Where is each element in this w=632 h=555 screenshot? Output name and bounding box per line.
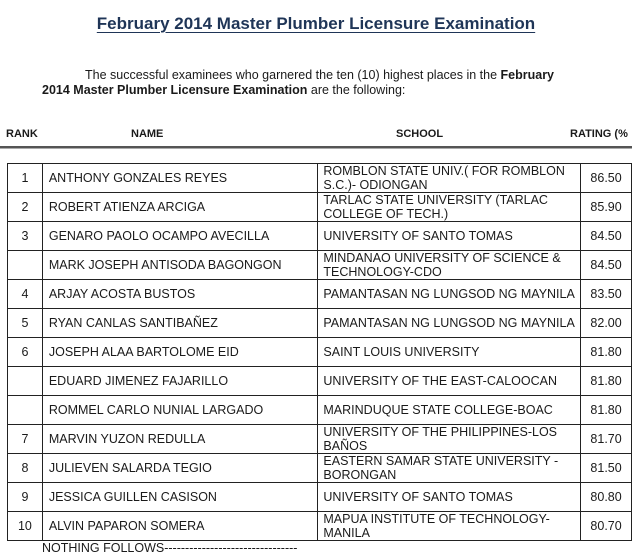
intro-text: are the following: xyxy=(307,83,406,97)
rank-cell: 9 xyxy=(8,483,43,512)
table-row xyxy=(8,222,632,251)
intro-bold: February xyxy=(500,68,555,82)
rating-cell: 85.90 xyxy=(581,193,632,222)
intro-bold: 2014 Master Plumber Licensure Examination xyxy=(42,83,308,97)
rank-cell: 3 xyxy=(8,222,43,251)
school-cell: MAPUA INSTITUTE OF TECHNOLOGY-MANILA xyxy=(318,512,581,541)
nothing-follows-note: NOTHING FOLLOWS-------------------------------- xyxy=(42,541,298,555)
rating-cell: 83.50 xyxy=(581,280,632,309)
table-row xyxy=(8,251,632,280)
rank-cell: 8 xyxy=(8,454,43,483)
rank-cell: 2 xyxy=(8,193,43,222)
rating-cell: 82.00 xyxy=(581,309,632,338)
table-row xyxy=(8,280,632,309)
rating-cell: 81.50 xyxy=(581,454,632,483)
rating-cell: 84.50 xyxy=(581,222,632,251)
column-header-school: SCHOOL xyxy=(396,128,444,140)
intro-paragraph xyxy=(42,68,590,98)
header-divider xyxy=(0,146,632,149)
rank-cell xyxy=(8,367,43,396)
intro-line-2 xyxy=(42,83,405,97)
school-cell: MARINDUQUE STATE COLLEGE-BOAC xyxy=(318,396,581,425)
table-row xyxy=(8,425,632,454)
school-cell: UNIVERSITY OF SANTO TOMAS xyxy=(318,222,581,251)
column-header-rank: RANK xyxy=(6,128,38,140)
table-row xyxy=(8,454,632,483)
page-title xyxy=(0,14,632,34)
results-table xyxy=(7,163,632,541)
name-cell: MARK JOSEPH ANTISODA BAGONGON xyxy=(42,251,318,280)
name-cell: ANTHONY GONZALES REYES xyxy=(42,164,318,193)
school-cell: UNIVERSITY OF THE EAST-CALOOCAN xyxy=(318,367,581,396)
name-cell: ARJAY ACOSTA BUSTOS xyxy=(42,280,318,309)
table-row xyxy=(8,367,632,396)
name-cell: ROMMEL CARLO NUNIAL LARGADO xyxy=(42,396,318,425)
school-cell: ROMBLON STATE UNIV.( FOR ROMBLON S.C.)- ODIONGAN xyxy=(318,164,581,193)
rating-cell: 84.50 xyxy=(581,251,632,280)
rating-cell: 81.80 xyxy=(581,338,632,367)
rank-cell: 5 xyxy=(8,309,43,338)
table-row xyxy=(8,338,632,367)
name-cell: GENARO PAOLO OCAMPO AVECILLA xyxy=(42,222,318,251)
school-cell: UNIVERSITY OF SANTO TOMAS xyxy=(318,483,581,512)
rating-cell: 80.70 xyxy=(581,512,632,541)
table-row xyxy=(8,164,632,193)
results-table-body xyxy=(8,164,632,541)
table-row xyxy=(8,193,632,222)
name-cell: JOSEPH ALAA BARTOLOME EID xyxy=(42,338,318,367)
name-cell: ROBERT ATIENZA ARCIGA xyxy=(42,193,318,222)
school-cell: PAMANTASAN NG LUNGSOD NG MAYNILA xyxy=(318,280,581,309)
rating-cell: 81.80 xyxy=(581,367,632,396)
school-cell: UNIVERSITY OF THE PHILIPPINES-LOS BAÑOS xyxy=(318,425,581,454)
rank-cell xyxy=(8,251,43,280)
intro-text: The successful examinees who garnered the ten (10) highest places in the xyxy=(85,68,501,82)
intro-line-1 xyxy=(42,68,590,83)
rating-cell: 81.70 xyxy=(581,425,632,454)
name-cell: EDUARD JIMENEZ FAJARILLO xyxy=(42,367,318,396)
table-row xyxy=(8,512,632,541)
column-header-name: NAME xyxy=(131,128,164,140)
table-row xyxy=(8,396,632,425)
school-cell: MINDANAO UNIVERSITY OF SCIENCE & TECHNOLOGY-CDO xyxy=(318,251,581,280)
school-cell: SAINT LOUIS UNIVERSITY xyxy=(318,338,581,367)
name-cell: ALVIN PAPARON SOMERA xyxy=(42,512,318,541)
column-header-rating: RATING (% xyxy=(570,128,628,140)
name-cell: JULIEVEN SALARDA TEGIO xyxy=(42,454,318,483)
rank-cell: 6 xyxy=(8,338,43,367)
name-cell: RYAN CANLAS SANTIBAÑEZ xyxy=(42,309,318,338)
rating-cell: 81.80 xyxy=(581,396,632,425)
rank-cell: 4 xyxy=(8,280,43,309)
table-row xyxy=(8,309,632,338)
rating-cell: 80.80 xyxy=(581,483,632,512)
name-cell: JESSICA GUILLEN CASISON xyxy=(42,483,318,512)
school-cell: PAMANTASAN NG LUNGSOD NG MAYNILA xyxy=(318,309,581,338)
rank-cell: 10 xyxy=(8,512,43,541)
rank-cell xyxy=(8,396,43,425)
rating-cell: 86.50 xyxy=(581,164,632,193)
rank-cell: 7 xyxy=(8,425,43,454)
rank-cell: 1 xyxy=(8,164,43,193)
table-row xyxy=(8,483,632,512)
school-cell: TARLAC STATE UNIVERSITY (TARLAC COLLEGE OF TECH.) xyxy=(318,193,581,222)
name-cell: MARVIN YUZON REDULLA xyxy=(42,425,318,454)
school-cell: EASTERN SAMAR STATE UNIVERSITY - BORONGAN xyxy=(318,454,581,483)
title-text: February 2014 Master Plumber Licensure Examination xyxy=(96,14,536,33)
